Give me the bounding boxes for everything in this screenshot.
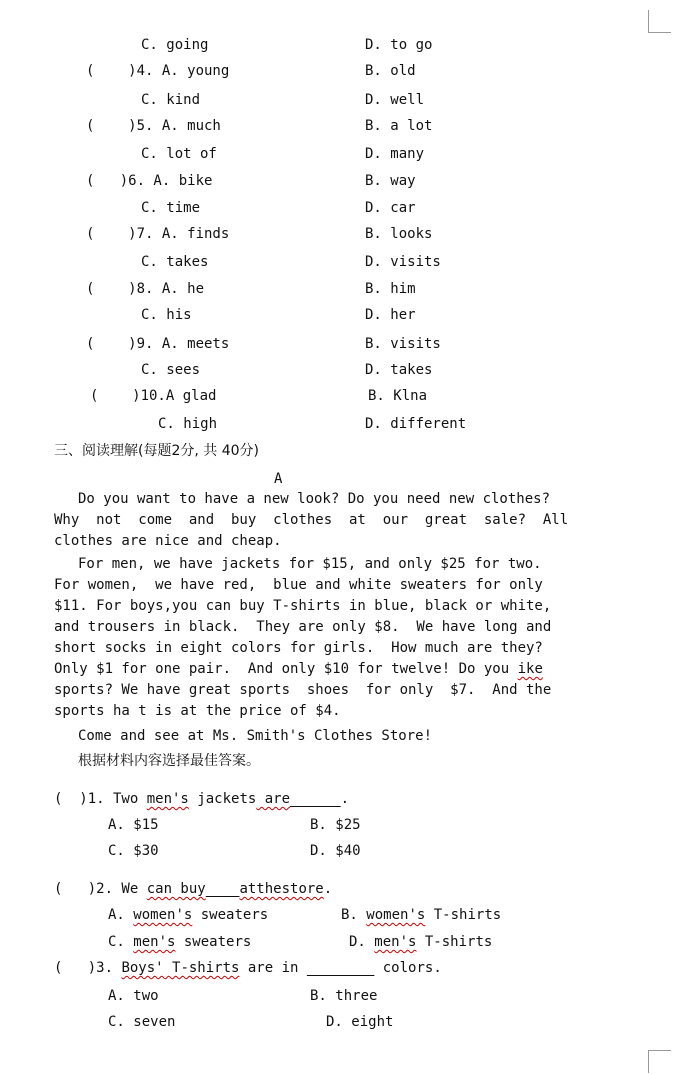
- q1-option-a: A. $15: [108, 817, 159, 833]
- passage-line: and trousers in black. They are only $8. We have long and: [54, 619, 552, 635]
- q3-option-d: D. eight: [326, 1014, 394, 1030]
- q3-option-c: C. seven: [108, 1014, 176, 1030]
- instruction: 根据材料内容选择最佳答案。: [78, 753, 260, 769]
- q9-option-c: C. sees: [141, 362, 201, 378]
- q2-option-d: D. men's T-shirts: [349, 934, 493, 950]
- corner-mark-bottom-right: [648, 1050, 671, 1073]
- q6-question: ( )6. A. bike: [86, 173, 213, 189]
- q2-option-b: B. women's T-shirts: [341, 907, 502, 923]
- passage-line: Why not come and buy clothes at our great sale? All: [54, 512, 569, 528]
- q8-option-d: D. her: [365, 307, 416, 323]
- q5-question: ( )5. A. much: [86, 118, 221, 134]
- q7-option-c: C. takes: [141, 254, 209, 270]
- q10-option-b: B. Klna: [368, 388, 428, 404]
- q5-option-c: C. lot of: [141, 146, 217, 162]
- q10-option-d: D. different: [365, 416, 467, 432]
- passage-line: clothes are nice and cheap.: [54, 533, 282, 549]
- passage-letter: A: [274, 471, 283, 487]
- q9-option-b: B. visits: [365, 336, 441, 352]
- misspelled-word: ike: [517, 661, 543, 677]
- q4-option-b: B. old: [365, 63, 416, 79]
- reading-q1: ( )1. Two men's jackets are .: [54, 791, 350, 807]
- passage-line: For women, we have red, blue and white sweaters for only: [54, 577, 543, 593]
- q7-option-b: B. looks: [365, 226, 433, 242]
- passage-line: sports? We have great sports shoes for only $7. And the: [54, 682, 552, 698]
- q7-option-d: D. visits: [365, 254, 441, 270]
- passage-line: sports ha t is at the price of $4.: [54, 703, 341, 719]
- q10-question: ( )10.A glad: [90, 388, 217, 404]
- passage-line: Only $1 for one pair. And only $10 for twelve! Do you ike: [54, 661, 543, 677]
- q6-option-d: D. car: [365, 200, 416, 216]
- q7-question: ( )7. A. finds: [86, 226, 230, 242]
- q6-option-c: C. time: [141, 200, 201, 216]
- q5-option-d: D. many: [365, 146, 425, 162]
- q2-option-c: C. men's sweaters: [108, 934, 252, 950]
- q8-option-c: C. his: [141, 307, 192, 323]
- passage-line: $11. For boys,you can buy T-shirts in blue, black or white,: [54, 598, 552, 614]
- passage-paragraph-3: Come and see at Ms. Smith's Clothes Store!: [78, 728, 433, 744]
- q9-option-d: D. takes: [365, 362, 433, 378]
- q8-option-b: B. him: [365, 281, 416, 297]
- q1-option-c: C. $30: [108, 843, 159, 859]
- q3-option-d: D. to go: [365, 37, 433, 53]
- q10-option-c: C. high: [158, 416, 218, 432]
- q5-option-b: B. a lot: [365, 118, 433, 134]
- q4-question: ( )4. A. young: [86, 63, 230, 79]
- section-heading: 三、阅读理解(每题2分, 共 40分): [54, 443, 259, 459]
- passage-line: short socks in eight colors for girls. How much are they?: [54, 640, 543, 656]
- q9-question: ( )9. A. meets: [86, 336, 230, 352]
- reading-q2: ( )2. We can buy atthestore.: [54, 881, 333, 897]
- q3-option-c: C. going: [141, 37, 209, 53]
- q2-option-a: A. women's sweaters: [108, 907, 269, 923]
- q6-option-b: B. way: [365, 173, 416, 189]
- q1-option-b: B. $25: [310, 817, 361, 833]
- passage-line: For men, we have jackets for $15, and only $25 for two.: [78, 556, 542, 572]
- q4-option-d: D. well: [365, 92, 425, 108]
- q4-option-c: C. kind: [141, 92, 201, 108]
- reading-q3: ( )3. Boys' T-shirts are in colors.: [54, 960, 442, 976]
- q8-question: ( )8. A. he: [86, 281, 205, 297]
- q3-option-b: B. three: [310, 988, 378, 1004]
- q3-option-a: A. two: [108, 988, 159, 1004]
- q1-option-d: D. $40: [310, 843, 361, 859]
- passage-line: Do you want to have a new look? Do you need new clothes?: [78, 491, 551, 507]
- corner-mark-top-right: [648, 10, 671, 33]
